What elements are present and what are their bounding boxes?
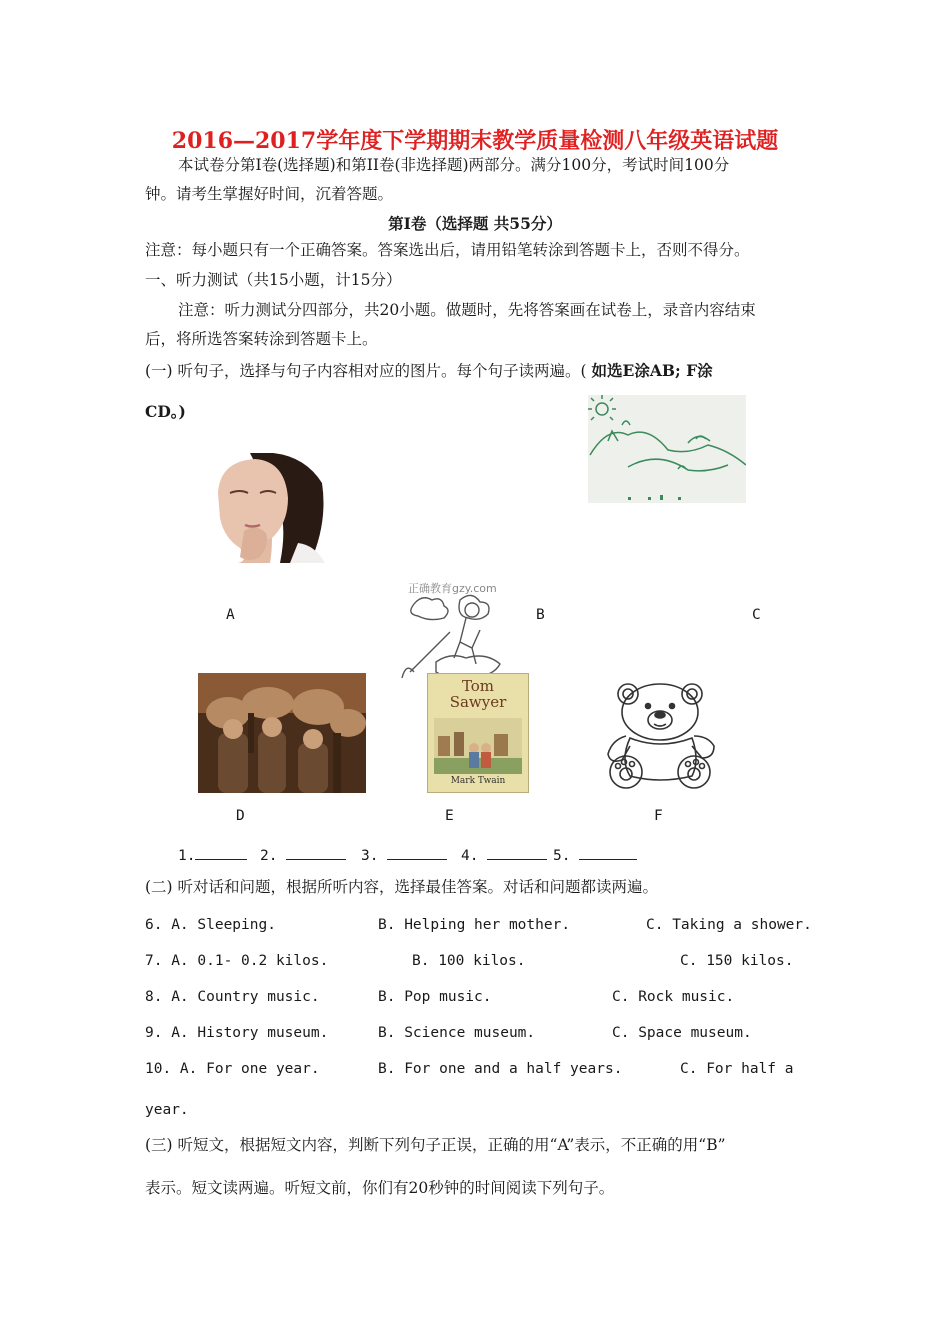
question-9-option-c: C. Space museum. bbox=[612, 1025, 752, 1041]
question-8-option-c: C. Rock music. bbox=[612, 989, 735, 1005]
answer-number: 5. bbox=[553, 848, 571, 864]
sub1-instruction-main: (一) 听句子，选择与句子内容相对应的图片。每个句子读两遍。( bbox=[145, 362, 587, 380]
answer-number: 4. bbox=[461, 848, 479, 864]
book-title-line1: Tom bbox=[461, 677, 495, 695]
picture-label-c: C bbox=[752, 607, 761, 623]
picture-e-tom-sawyer-book bbox=[427, 673, 529, 793]
question-9-option-a: 9. A. History museum. bbox=[145, 1025, 329, 1041]
listening-note-line-2: 后，将所选答案转涂到答题卡上。 bbox=[145, 330, 378, 348]
picture-label-a: A bbox=[226, 607, 235, 623]
book-author: Mark Twain bbox=[450, 776, 506, 786]
question-6-option-a: 6. A. Sleeping. bbox=[145, 917, 276, 933]
sub3-instruction-line-1: (三) 听短文，根据短文内容，判断下列句子正误，正确的用“A”表示，不正确的用“B” bbox=[145, 1136, 726, 1154]
answer-number: 2. bbox=[260, 848, 278, 864]
part1-heading: 第Ⅰ卷（选择题 共55分） bbox=[388, 214, 562, 233]
question-6-option-b: B. Helping her mother. bbox=[378, 917, 571, 933]
picture-label-f: F bbox=[654, 808, 663, 824]
question-10-option-c: C. For half a bbox=[680, 1061, 794, 1077]
section1-title: 一、听力测试（共15小题，计15分） bbox=[145, 271, 402, 289]
question-7-option-a: 7. A. 0.1- 0.2 kilos. bbox=[145, 953, 329, 969]
answer-blank-5 bbox=[553, 845, 637, 864]
picture-c-hills-sketch bbox=[588, 395, 746, 503]
picture-label-e: E bbox=[445, 808, 454, 824]
question-9-option-b: B. Science museum. bbox=[378, 1025, 536, 1041]
answer-line[interactable] bbox=[487, 845, 547, 860]
page-title: 2016—2017学年度下学期期末教学质量检测八年级英语试题 bbox=[171, 128, 779, 154]
picture-d-terracotta-warriors bbox=[198, 673, 366, 793]
general-note: 注意：每小题只有一个正确答案。答案选出后，请用铅笔转涂到答题卡上，否则不得分。 bbox=[145, 241, 750, 259]
answer-number: 3. bbox=[361, 848, 379, 864]
sub1-instruction-cont: CD。) bbox=[145, 402, 186, 421]
picture-label-b: B bbox=[536, 607, 545, 623]
picture-b-monkey-king bbox=[400, 592, 510, 682]
answer-blank-4 bbox=[461, 845, 547, 864]
answer-line[interactable] bbox=[286, 845, 346, 860]
listening-note-line-1: 注意：听力测试分四部分，共20小题。做题时，先将答案画在试卷上，录音内容结束 bbox=[178, 301, 756, 319]
question-7-option-b: B. 100 kilos. bbox=[412, 953, 526, 969]
question-10-option-a: 10. A. For one year. bbox=[145, 1061, 320, 1077]
question-10-option-b: B. For one and a half years. bbox=[378, 1061, 623, 1077]
sub1-instruction-bold: 如选E涂AB; F涂 bbox=[591, 361, 713, 380]
picture-label-d: D bbox=[236, 808, 245, 824]
answer-blank-2 bbox=[260, 845, 346, 864]
watermark: 正确教育gzy.com bbox=[408, 582, 497, 595]
answer-line[interactable] bbox=[195, 845, 247, 860]
sub1-instruction bbox=[145, 363, 713, 380]
intro-line-1: 本试卷分第Ⅰ卷(选择题)和第II卷(非选择题)两部分。满分100分，考试时间100分 bbox=[178, 156, 730, 174]
answer-line[interactable] bbox=[387, 845, 447, 860]
sub3-instruction-line-2: 表示。短文读两遍。听短文前，你们有20秒钟的时间阅读下列句子。 bbox=[145, 1179, 615, 1197]
picture-f-teddy-bear bbox=[604, 680, 720, 792]
book-title-line2: Sawyer bbox=[449, 693, 507, 711]
answer-line[interactable] bbox=[579, 845, 637, 860]
picture-a-woman-sore-throat bbox=[210, 453, 328, 563]
question-8-option-a: 8. A. Country music. bbox=[145, 989, 320, 1005]
intro-line-2: 钟。请考生掌握好时间，沉着答题。 bbox=[145, 185, 394, 203]
question-7-option-c: C. 150 kilos. bbox=[680, 953, 794, 969]
answer-blank-3 bbox=[361, 845, 447, 864]
question-8-option-b: B. Pop music. bbox=[378, 989, 492, 1005]
answer-blank-1 bbox=[178, 845, 247, 864]
answer-number: 1. bbox=[178, 848, 196, 864]
question-6-option-c: C. Taking a shower. bbox=[646, 917, 812, 933]
question-10-wrap: year. bbox=[145, 1102, 189, 1118]
sub2-instruction: (二) 听对话和问题，根据所听内容，选择最佳答案。对话和问题都读两遍。 bbox=[145, 878, 659, 896]
